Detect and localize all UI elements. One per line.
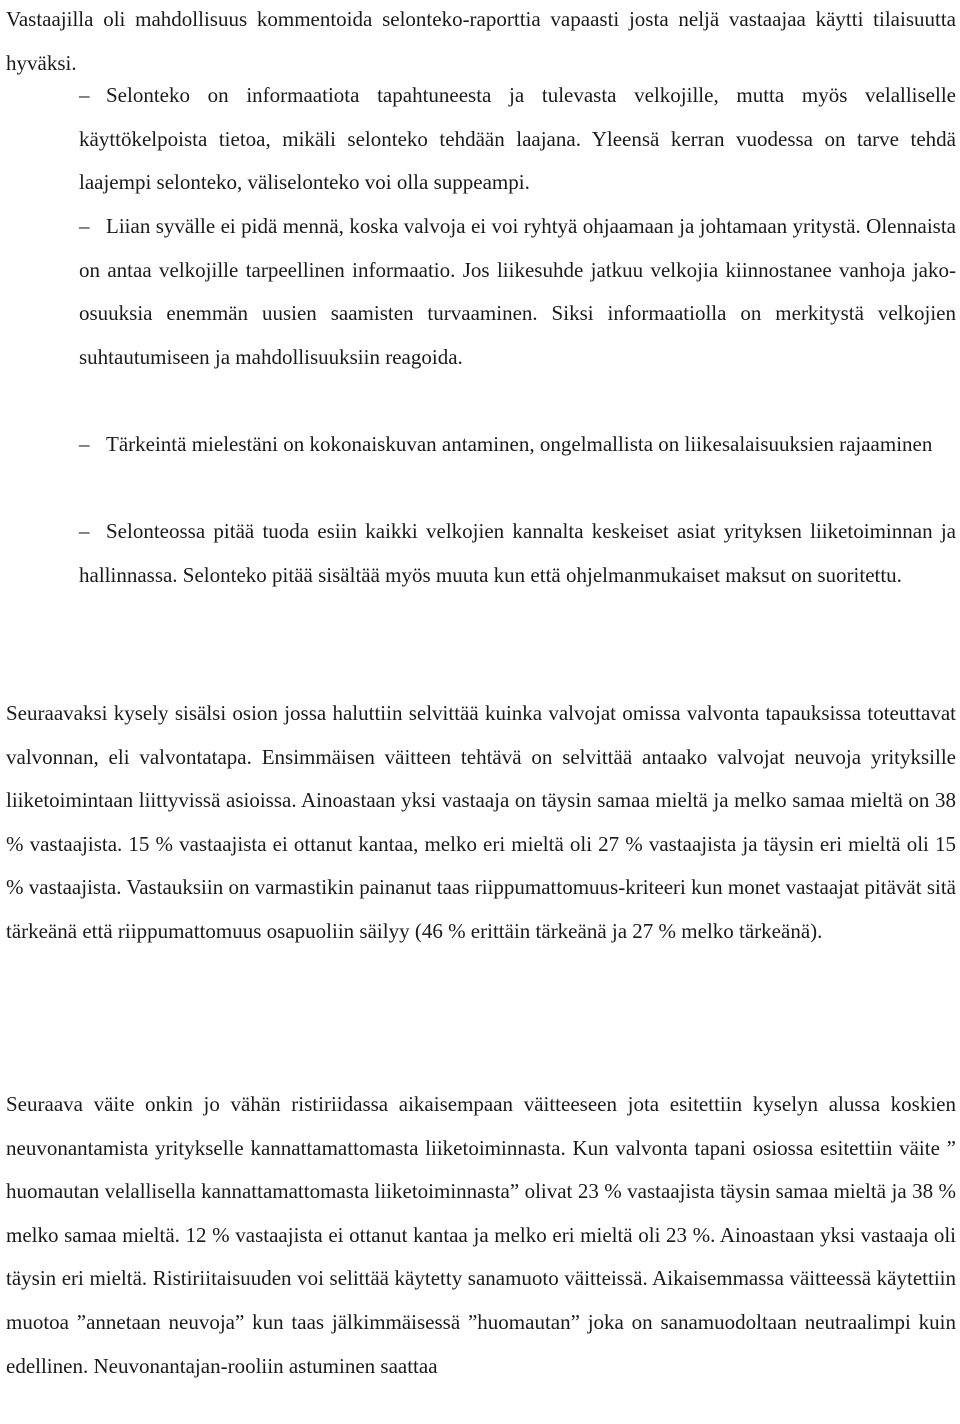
bullet-item xyxy=(79,205,956,379)
dash-bullet-icon: – xyxy=(79,519,90,543)
body-paragraph: Seuraava väite onkin jo vähän ristiriidassa aikaisempaan väitteeseen jota esitettiin kyselyn alussa koskien neuvonantamista yritykselle kannattamattomasta liiketoiminnasta. Kun valvonta tapani osiossa esitettiin väite ” huomautan velallisella kannattamattomasta liiketoiminnasta” olivat 23 % vastaajista täysin samaa mieltä ja 38 % melko samaa mieltä. 12 % vastaajista ei ottanut kantaa ja melko eri mieltä oli 23 %. Ainoastaan yksi vastaaja oli täysin eri mieltä. Ristiriitaisuuden voi selittää käytetty sanamuoto väitteissä. Aikaisemmassa väitteessä käytettiin muotoa ”annetaan neuvoja” kun taas jälkimmäisessä ”huomautan” joka on sanamuodoltaan neutraalimpi kuin edellinen. Neuvonantajan-rooliin astuminen saattaa xyxy=(6,1092,956,1378)
bullet-text: Tärkeintä mielestäni on kokonaiskuvan antaminen, ongelmallista on liikesalaisuuksien rajaaminen xyxy=(106,432,933,456)
bullet-text: Liian syvälle ei pidä mennä, koska valvoja ei voi ryhtyä ohjaamaan ja johtamaan yritystä. Olennaista on antaa velkojille tarpeellinen informaatio. Jos liikesuhde jatkuu velkojia kiinnostanee vanhoja jako-osuuksia enemmän uusien saamisten turvaaminen. Siksi informaatiolla on merkitystä velkojien suhtautumiseen ja mahdollisuuksiin reagoida. xyxy=(79,214,956,369)
body-paragraph: Seuraavaksi kysely sisälsi osion jossa haluttiin selvittää kuinka valvojat omissa valvonta tapauksissa toteuttavat valvonnan, eli valvontatapa. Ensimmäisen väitteen tehtävä on selvittää antaako valvojat neuvoja yrityksille liiketoimintaan liittyvissä asioissa. Ainoastaan yksi vastaaja on täysin samaa mieltä ja melko samaa mieltä on 38 % vastaajista. 15 % vastaajista ei ottanut kantaa, melko eri mieltä oli 27 % vastaajista ja täysin eri mieltä oli 15 % vastaajista. Vastauksiin on varmastikin painanut taas riippumattomuus-kriteeri kun monet vastaajat pitävät sitä tärkeänä että riippumattomuus osapuoliin säilyy (46 % erittäin tärkeänä ja 27 % melko tärkeänä). xyxy=(6,701,956,943)
bullet-item xyxy=(79,74,956,205)
dash-bullet-icon: – xyxy=(79,214,90,238)
bullet-text: Selonteossa pitää tuoda esiin kaikki velkojien kannalta keskeiset asiat yrityksen liiketoiminnan ja hallinnassa. Selonteko pitää sisältää myös muuta kun että ohjelmanmukaiset maksut on suoritettu. xyxy=(79,519,956,587)
bullet-item xyxy=(79,510,956,597)
intro-paragraph: Vastaajilla oli mahdollisuus kommentoida selonteko-raporttia vapaasti josta neljä vastaajaa käytti tilaisuutta hyväksi. xyxy=(6,7,956,75)
dash-bullet-icon: – xyxy=(79,83,90,107)
bullet-text: Selonteko on informaatiota tapahtuneesta ja tulevasta velkojille, mutta myös velalliselle käyttökelpoista tietoa, mikäli selonteko tehdään laajana. Yleensä kerran vuodessa on tarve tehdä laajempi selonteko, väliselonteko voi olla suppeampi. xyxy=(79,83,956,195)
bullet-item xyxy=(79,423,956,467)
dash-bullet-icon: – xyxy=(79,432,90,456)
